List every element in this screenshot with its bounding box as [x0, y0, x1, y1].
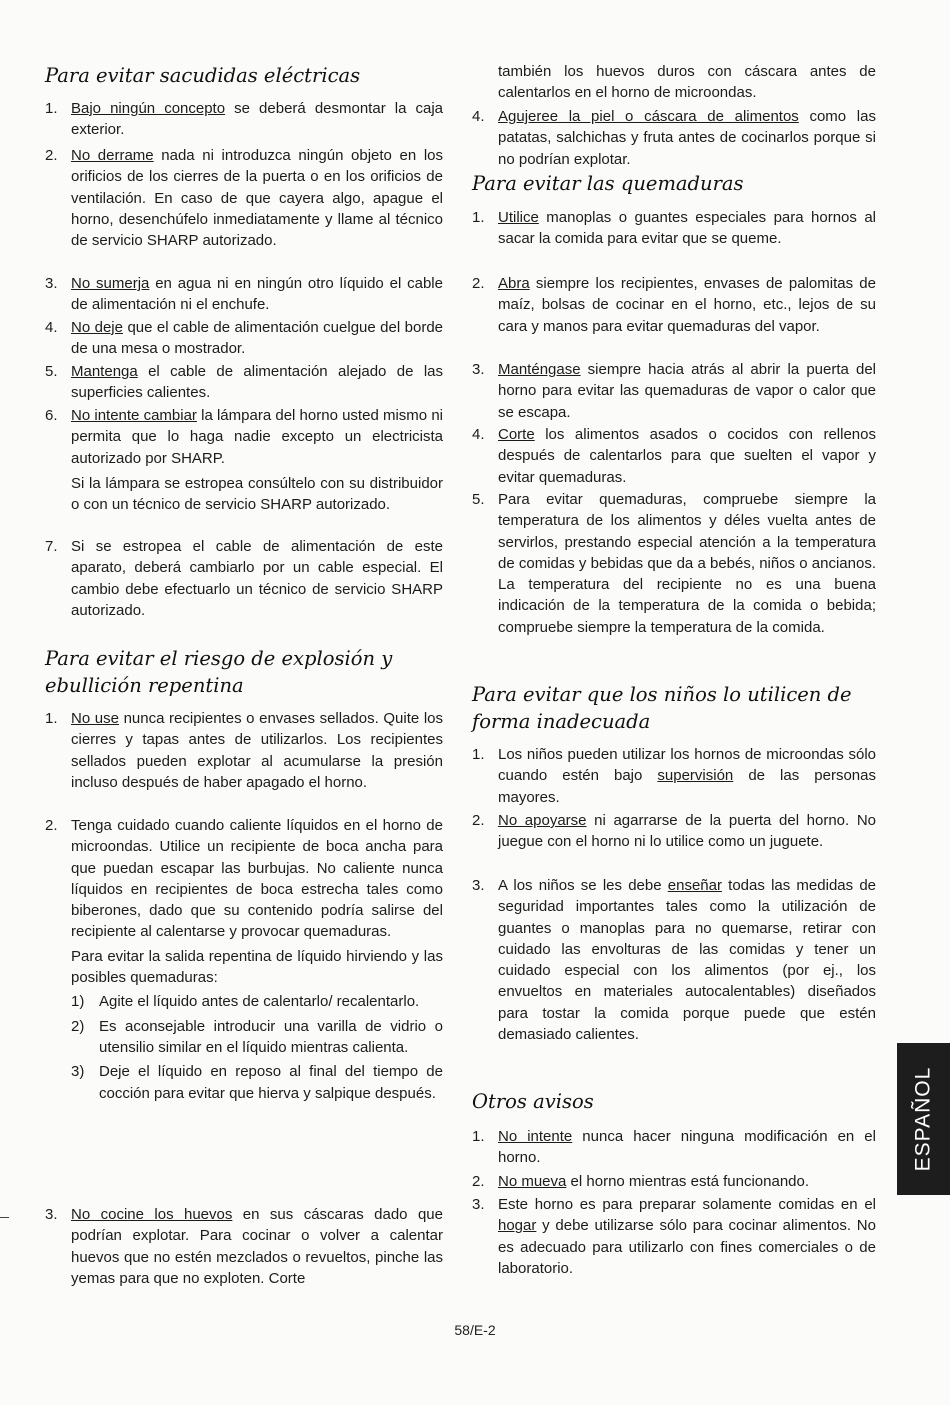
item-number: 2.: [472, 1173, 485, 1190]
list-item: [472, 810, 876, 853]
item-text-pre: Este horno es para preparar solamente comidas en el: [498, 1196, 876, 1213]
list-item: [45, 145, 443, 251]
item-text: Si se estropea el cable de alimentación de este aparato, deberá cambiarlo por un cable especial. El cambio debe efectuarlo un técnico de servicio SHARP autorizado.: [71, 538, 443, 619]
sub-item: [71, 1061, 443, 1104]
item-number: 4.: [472, 426, 485, 443]
list-item: [45, 815, 443, 1104]
sub-item-text: Es aconsejable introducir una varilla de vidrio o utensilio similar en el líquido mientras calienta.: [99, 1017, 443, 1056]
item-emphasis: No intente cambiar: [71, 407, 197, 424]
sub-item-text: Agite el líquido antes de calentarlo/ recalentarlo.: [99, 993, 420, 1011]
item-number: 3.: [45, 1206, 58, 1223]
item-emphasis: enseñar: [667, 877, 722, 894]
item-number: 1.: [472, 1128, 485, 1145]
language-tab: [897, 1043, 950, 1195]
list-item: [472, 273, 876, 337]
item-number: 2.: [45, 817, 58, 834]
item-emphasis: Abra: [498, 275, 530, 292]
item-number: 5.: [472, 491, 485, 508]
item-text-pre: Los niños pueden utilizar los hornos de microondas sólo cuando estén bajo: [498, 746, 876, 785]
sub-item-number: 3): [71, 1063, 85, 1081]
item-number: 3.: [472, 361, 485, 378]
item-text: todas las medidas de seguridad importantes tales como la utilización de guantes o manoplas para no quemarse, retirar con cuidado las envolturas de las comidas y tener un cuidado especial con los alimentos (por ej., los envueltos en materiales autocalentables) diseñados para tostar la comida porque puede que estén demasiado calientes.: [498, 877, 877, 1044]
list-item: [472, 207, 876, 250]
page-number: 58/E-2: [454, 1322, 496, 1338]
section-title-burns: Para evitar las quemaduras: [472, 172, 744, 195]
item-text: que el cable de alimentación cuelgue del borde de una mesa o mostrador.: [71, 319, 444, 358]
item-text: los alimentos asados o cocidos con rellenos después de calentarlos para que suelten el vapor y evitar quemaduras.: [498, 426, 876, 486]
item-emphasis: Mantenga: [71, 363, 138, 380]
list-item: [472, 1194, 876, 1279]
item-emphasis: No apoyarse: [498, 812, 587, 829]
list-item: [45, 273, 443, 316]
item-emphasis: No use: [71, 710, 119, 727]
item-emphasis: No cocine los huevos: [71, 1206, 233, 1223]
item-number: 2.: [472, 275, 485, 292]
item-text: el cable de alimentación alejado de las superficies calientes.: [71, 363, 443, 402]
section-title-explosion: Para evitar el riesgo de explosión y ebullición repentina: [45, 647, 393, 697]
list-item: [472, 489, 876, 638]
item-emphasis: Agujeree la piel o cáscara de alimentos: [498, 108, 799, 125]
item-number: 1.: [45, 710, 58, 727]
item-number: 4.: [45, 319, 58, 336]
item-number: 1.: [472, 209, 485, 226]
item-emphasis: hogar: [498, 1217, 537, 1235]
item-emphasis: supervisión: [657, 767, 734, 785]
section-title-other: Otros avisos: [472, 1090, 594, 1113]
item-text: en sus cáscaras dado que podrían explotar. Para cocinar o volver a calentar huevos que no estén mezclados o revueltos, pinche las yemas para que no exploten. Corte: [71, 1206, 443, 1287]
list-item: [472, 359, 876, 423]
list-item: [472, 875, 876, 1045]
item-extra-text: Si la lámpara se estropea consúltelo con su distribuidor o con un técnico de servicio SHARP autorizado.: [71, 474, 443, 514]
list-item: [472, 1126, 876, 1169]
item-text-pre: A los niños se les debe: [498, 877, 668, 894]
list-item: [472, 744, 876, 808]
item-text: en agua ni en ningún otro líquido el cable de alimentación ni el enchufe.: [71, 275, 443, 314]
item-number: 7.: [45, 538, 58, 555]
item-text: el horno mientras está funcionando.: [566, 1173, 810, 1190]
item-emphasis: Bajo ningún concepto: [71, 100, 226, 117]
item-text: nada ni introduzca ningún objeto en los orificios de los cierres de la puerta o en los orificios de ventilación. En caso de que cayera algo, apague el horno, desenchúfelo inmediatamente y llame al técnico de servicio SHARP autorizado.: [71, 147, 443, 250]
item-number: 2.: [45, 147, 58, 164]
list-item: [45, 98, 443, 141]
language-tab-label: ESPAÑOL: [911, 1066, 935, 1172]
item-emphasis: No mueva: [498, 1173, 567, 1190]
item-text: siempre los recipientes, envases de palomitas de maíz, bolsas de cocinar en el horno, etc., lejos de su cara y manos para evitar quemaduras del vapor.: [498, 275, 876, 335]
continued-text: también los huevos duros con cáscara antes de calentarlos en el horno de microondas.: [498, 63, 876, 102]
sub-item-text: Deje el líquido en reposo al final del tiempo de cocción para evitar que hierva y salpique después.: [99, 1063, 443, 1102]
item-text: se deberá desmontar la caja exterior.: [71, 100, 444, 139]
sub-item-number: 1): [71, 993, 85, 1011]
sub-item: [71, 991, 443, 1012]
section-title-electric: Para evitar sacudidas eléctricas: [45, 64, 361, 87]
list-item: [45, 1204, 443, 1289]
item-number: 1.: [45, 100, 58, 117]
list-item: [45, 708, 443, 793]
item-emphasis: No derrame: [71, 147, 154, 164]
item-text: nunca recipientes o envases sellados. Quite los cierres y tapas antes de utilizarlos. Los recipientes sellados pueden explotar al acumularse la presión incluso después de haber apagado el horno.: [71, 710, 443, 791]
item-number: 3.: [45, 275, 58, 292]
margin-mark: [0, 1217, 9, 1218]
item-text: manoplas o guantes especiales para hornos al sacar la comida para evitar que se queme.: [498, 209, 876, 248]
item-text: ni agarrarse de la puerta del horno. No juegue con el horno ni lo utilice como un juguete.: [498, 812, 876, 851]
item-text: nunca hacer ninguna modificación en el horno.: [498, 1128, 876, 1167]
item-number: 1.: [472, 746, 485, 763]
item-emphasis: No sumerja: [71, 275, 150, 292]
item-number: 3.: [472, 877, 485, 894]
list-item: [472, 1171, 876, 1192]
item-text: y debe utilizarse sólo para cocinar alimentos. No es adecuado para utilizarlo con fines comerciales o de laboratorio.: [498, 1217, 876, 1277]
item-emphasis: Corte: [498, 426, 535, 443]
item-number: 6.: [45, 407, 58, 424]
list-item: [45, 536, 443, 621]
item-text: Para evitar quemaduras, compruebe siempre la temperatura de los alimentos y déles vuelta antes de servirlos, prestando especial atención a la temperatura de comidas y bebidas que da a bebés, niños o ancianos. La temperatura del recipiente no es una buena indicación de la temperatura de la comida o bebida; compruebe siempre la temperatura de la comida.: [498, 491, 876, 636]
item-number: 3.: [472, 1196, 485, 1213]
item-number: 4.: [472, 108, 485, 125]
item-text: la lámpara del horno usted mismo ni permita que lo haga nadie excepto un electricista autorizado por SHARP.: [71, 407, 443, 467]
item-text: de las personas mayores.: [498, 767, 876, 806]
sub-item-number: 2): [71, 1017, 85, 1035]
item-emphasis: Utilice: [498, 209, 539, 226]
item-emphasis: No deje: [71, 319, 123, 336]
item-number: 2.: [472, 812, 485, 829]
list-item: [45, 317, 443, 360]
item-number: 5.: [45, 363, 58, 380]
list-item: [45, 405, 443, 515]
list-item: [472, 424, 876, 488]
sub-item: [71, 1016, 443, 1059]
item-text: Tenga cuidado cuando caliente líquidos en el horno de microondas. Utilice un recipiente de boca ancha para que puedan escapar las burbujas. No caliente nunca líquidos en recipientes de boca estrecha tales como biberones, dado que su contenido podría salirse del recipiente al calentarse y provocar quemaduras.: [71, 817, 443, 941]
item-emphasis: No intente: [498, 1128, 573, 1145]
item-text: como las patatas, salchichas y fruta antes de cocinarlos porque si no podrían explotar.: [498, 108, 876, 168]
list-item: [45, 361, 443, 404]
item-text: siempre hacia atrás al abrir la puerta del horno para evitar las quemaduras de vapor o calor que se escapa.: [498, 361, 876, 421]
item-extra-text: Para evitar la salida repentina de líquido hirviendo y las posibles quemaduras:: [71, 947, 443, 987]
item-emphasis: Manténgase: [498, 361, 581, 378]
list-item: [472, 106, 876, 170]
section-title-children: Para evitar que los niños lo utilicen de forma inadecuada: [472, 683, 852, 733]
